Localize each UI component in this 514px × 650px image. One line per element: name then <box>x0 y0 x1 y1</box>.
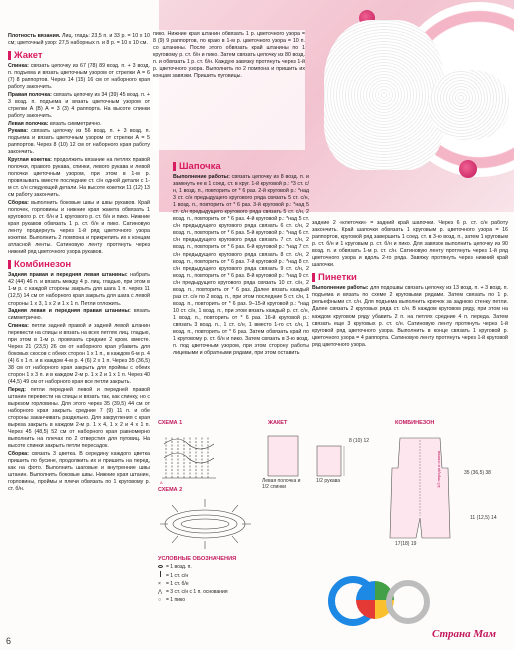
paragraph <box>173 174 309 357</box>
paragraph-label: Рукава: <box>8 128 28 135</box>
knitted-jacket-image <box>324 20 444 170</box>
paragraph-label: Спинка: <box>8 63 29 70</box>
overalls-dimension: 35 (36,5) 38 <box>464 470 491 476</box>
paragraph-text: петли передней левой и передней правой штанин перевести на спицы и вязать так, как спинку, но с вырезом горловины. Для этого через 35 (39,5) 44 см от наборного края закрыть средние 7 (9) 11 п. и обе стороны заканчивать раздельно. Для закругления с края выреза закрыть в каждом 2-м р. 1 х 4, 1 х 2 и 4 х 1 п. Через 45 (48,5) 52 см от наборного края равномерно выполнить на плечах по 2 отверстия для пуговиц. На высоте спинки закрыть петли пересадок. <box>8 386 150 450</box>
gauge-text: Лиц. гладь: 23,5 п. и 33 р. = 10 х 10 см; цветочный узор: 27,5 наборных п. и 8 р. = 10 х 10 см. <box>8 33 150 47</box>
paragraph: задние 2 «клеточки» = задний край шапочки. Через 6 р. ст. с/н работу закончить. Край шапочки обвязать 1 круговым р. цветочного узора = 16 раппортов, круговой ряд завершить 1 соед. ст. в 3-ю возд. п., затем 1 круговым р. ст. б/н и 1 круговым р. ст. б/н и пико. Для завязок выполнить цепочку из 90 возд. п. и обвязать 1-м р. ст. с/н. Сатиновую ленту протянуть через 1-й ряд цветочного узора и вдоль 2-го ряда. Завяжу протянуть через нижний край шапочки. <box>312 220 508 269</box>
toy-ring <box>386 580 430 624</box>
paragraph-label: Сборка: <box>8 199 29 206</box>
paragraph <box>8 272 150 307</box>
paragraph-label: Правая полочка: <box>8 91 52 98</box>
paragraph-text: связать цепочку из 34 (39) 45 возд. п. + 3 возд. п. подъема и вязать цветочным узором от стрелки A (B) A = 3 (3) 4 раппорта. На высоте спинки работу закончить. <box>8 91 150 120</box>
legend-text: = 3 ст. с/н с 1 п. основания <box>166 589 228 595</box>
paragraph <box>8 92 150 120</box>
legend-title: УСЛОВНЫЕ ОБОЗНАЧЕНИЯ <box>158 556 237 562</box>
legend-item <box>158 571 268 580</box>
dimension-value: (18) <box>400 541 410 547</box>
paragraph-label: Левая полочка: <box>8 120 49 127</box>
jacket-pattern-label: ЖАКЕТ <box>268 420 288 426</box>
scheme2-label: СХЕМА 2 <box>158 487 183 493</box>
column-middle <box>173 158 309 418</box>
paragraph <box>8 451 150 493</box>
section-title-jacket: Жакет <box>8 50 150 61</box>
scheme1-diagram <box>158 428 220 486</box>
paragraph-label: Выполнение работы: <box>312 285 369 292</box>
rose-decoration <box>459 160 477 178</box>
legend-item <box>158 596 268 604</box>
column-middle-top <box>153 31 305 149</box>
paragraph-label: Задняя левая и передняя правая штанины: <box>8 308 131 315</box>
legend-text: = 1 возд. п. <box>166 564 192 570</box>
chain-stitch-icon <box>158 565 163 568</box>
paragraph <box>8 128 150 156</box>
dimension-value: 19 <box>410 541 417 547</box>
paragraph-text: связать цепочку из 8 возд. п. и замкнуть ее в 1 соед. ст. в круг. 1-й круговой р.: *3 ст. с/н, 1 возд. п., повторить от * 6 раз. 2-й круговой р.: *над 3 ст. с/н предыдущего кругового ряда связать 5 ст. с/н, 1 возд. п., повторить от * 6 раз. 3-й круговой р.: *над 5 ст. с/н предыдущего кругового ряда связать 5 ст. с/н, 2 возд. п., повторить от * 6 раз. 4-й круговой р.: *над 5 ст. с/н предыдущего кругового ряда связать 6 ст. с/н, 2 возд. п., повторить от * 6 раз. 5-й круговой р.: *над 6 ст. с/н предыдущего кругового ряда связать 7 ст. с/н, 2 возд. п., повторить от * 6 раз. 6-й круговой р.: *над 7 ст. с/н предыдущего кругового ряда связать 8 ст. с/н, 2 возд. п., повторить от * 6 раз. 7-й круговой р.: *над 8 ст. с/н предыдущего кругового ряда связать 9 ст. с/н, 2 возд. п., повторить от * 6 раз. 8-й круговой р.: *над 9 ст. с/н предыдущего кругового ряда связать 10 ст. с/н, 2 возд. п., повторить от * 6 раз. Далее вязать каждый раз ст. с/н по 2 возд. п., при этом последние 5 ст. с/н, 1 возд. п., повторить от * 6 раз. 9–15-й круговой р.: *над 10 ст. с/н, 1 возд. п., при этом вязать каждый р. ст. с/н, 1 возд. п., повторить от * 6 раз. 16-й круговой р.: связать 3 возд. п., 1 ст. с/н, 1 вместо 1-го ст. с/н, 1 возд. п., повторить от * 6 раз. Затем обвязать край по 1 круговому р. ст. б/н и пико. Затем связать в 3-ю возд. п. под цветочным узором, при этом сторону работы лицевыми и обратными рядами, при этом оставить <box>173 174 309 357</box>
paragraph-label: Выполнение работы: <box>173 174 230 180</box>
dimension-value: 14 <box>491 515 497 521</box>
single-crochet-icon: × <box>158 581 161 587</box>
legend-text: = 1 пико <box>166 597 186 603</box>
column-right <box>312 220 508 396</box>
paragraph-label: Перед: <box>8 386 27 393</box>
sleeve-caption: 1/2 рукава <box>316 478 341 484</box>
gauge-paragraph <box>8 33 150 47</box>
dimension-value: 17 <box>395 541 401 547</box>
legend-item <box>158 588 268 596</box>
paragraph-text: связать цепочку из 56 возд. п. + 3 возд. п. подъема и вязать цветочным узором от стрелки A = 5 раппортов. Через 8 (10) 12 см от наборного края работу закончить. <box>8 128 150 156</box>
paragraph-text: выполнить боковые швы и швы рукавов. Край полочек, горловины и нижние края жакета обвязать 1 кругового р. ст. б/н и 1 кругового р. ст. б/н и пико. Нижние края рукавов обвязать 1 р. ст. б/н и пико. Сатиновую ленту продернуть через 1-й ряд цветочного узора кокетки. Выполнить 2 помпона и прикрепить их к концам атласной ленты. Сатиновую ленту протянуть через нижний ряд цветочного узора рукавов. <box>8 199 150 256</box>
paragraph-label: Круглая кокетка: <box>8 157 52 164</box>
paragraph <box>8 121 150 128</box>
paragraph-text: набрать 42 (44) 46 п. и вязать между 4 р. лиц. гладью, при этом в 1-м р. с каждой стороны закрыть для шага 1 п. через 11 (12,5) 14 см от наборного края закрыть для шага с левой стороны 1 х 3, 1 х 2 и 1 х 1 п. Петли отложить. <box>8 272 150 307</box>
svg-text:1/2 переда и спинки: 1/2 переда и спинки <box>436 450 441 488</box>
paragraph <box>8 308 150 322</box>
overalls-pattern-label: КОМБИНЕЗОН <box>395 420 435 426</box>
rattle-toy-image <box>328 566 438 650</box>
dimension-value: 11 <box>470 515 476 521</box>
paragraph <box>8 387 150 450</box>
paragraph <box>8 63 150 91</box>
paragraph-label: Сборка: <box>8 450 29 457</box>
paragraph-text: для подошвы связать цепочку из 13 возд. п. + 3 возд. п. подъема и вязать по схеме 2 круговыми рядами. Затем связать по 1 р. рельефными ст. с/н. Для подъема выполнить крючок за заднюю стенку петли. Далее связать 2 круговых ряда ст. с/н. В каждом круговом ряду, при этом на каждом круговом ряду убавить 2 п. на петлях средние 4 п. переда. Затем связать еще 3 круговых р. ст. с/н. Сатиновую ленту протянуть через 1-й круговой ряд цветочного узора. Выполнить в конце связать 1 круговой р. цветочного узора = 4 раппорта. Сатиновую ленту протянуть через 1-й круговой ряд цветочного узора. <box>312 285 508 348</box>
svg-text:A: A <box>160 480 163 485</box>
section-title-hat: Шапочка <box>173 161 309 172</box>
scheme2-diagram <box>158 495 253 553</box>
paragraph-text: связать 3 цветка. В середину каждого цветка пришить по бусине, продолжить их и пришить на перед, как на фото. Выполнить шаговые и внутренние швы штанин. Выполнить боковые швы. Нижние края штанин, горловины, проймы и плечи обвязать по 1 круговому р. ст. б/н. <box>8 450 150 493</box>
paragraph-text: связать цепочку из 67 (78) 89 возд. п. + 3 возд. п. подъема и вязать цветочным узором от стрелки A = 6 (7) 8 раппортов. Через 14 (15) 16 см от наборного края работу закончить. <box>8 63 150 91</box>
legend-text: = 1 ст. б/н <box>166 581 189 587</box>
paragraph-text: петли задней правой и задней левой штанин перевести на спицы и вязать на всех петлях лиц. гладью, при этом в 1-м р. провязать средние 2 кром. вместе. Через 21 (23,5) 26 см от наборного края убавить для боковых скосов с обеих сторон 1 х 1 п., в каждом 6-м р. 4 (4) 6 х 1 п. и в каждом 4-м р. 4 (6) 2 х 1 п. Через 35 (36,5) 38 см от наборного края закрыть для проймы с обеих сторон 1 х 3 п. и в каждом 2-м р. 1 х 2 и 1 х 1 п. Через 40 (44,5) 49 см от наборного края все петли закрыть. <box>8 322 150 386</box>
double-crochet-icon <box>160 571 161 577</box>
dimension-value: 12 <box>363 438 370 444</box>
paragraph-label: Задняя правая и передняя левая штанины: <box>8 272 128 279</box>
legend-item <box>158 580 268 588</box>
paragraph-text: продолжить вязание на петлях правой полочки, правого рукава, спинки, левого рукава и левой полочки цветочным узором, при этом в 1-м р. провязывать вместе последние ст. с/н одной детали с 1-м ст. с/н следующей детали. На высоте кокетки 11 (12) 13 см работу закончить. <box>8 157 150 199</box>
gauge-label: Плотность вязания. <box>8 33 61 39</box>
legend <box>158 563 268 604</box>
section-title-overalls: Комбинезон <box>8 259 150 270</box>
overalls-dimension <box>470 515 510 521</box>
paragraph: пико. Нижние края штанин обвязать 1 р. цветочного узора = 8 (9) 9 раппортов, по краю в 1-м р. цветочного узора = 10 п. со штанины. После этого обвязать край штанины по 1 круговому р. ст. б/н и пико. Затем связать цепочку из 80 возд. п. и обвязать 1 р. ст. б/н. Каждую завязку протянуть через 1-й р. цветочного узора. Выполнить по 2 помпона и пришить их концам завязки. Пришить пуговицы. <box>153 31 305 80</box>
column-left <box>8 33 150 641</box>
paragraph-label: Спинка: <box>8 322 29 329</box>
overalls-dimension <box>395 541 416 547</box>
paragraph-text: вязать симметрично. <box>48 120 102 127</box>
dimension-value: (12,5) <box>476 515 490 521</box>
jacket-caption: Левая полочка и 1/2 спинки <box>262 478 301 490</box>
knitted-bootie-image <box>429 70 509 140</box>
jacket-dimension <box>349 438 369 444</box>
dimension-value: (10) <box>353 438 363 444</box>
legend-text: = 1 ст. с/н <box>166 573 189 579</box>
section-title-booties: Пинетки <box>312 272 508 283</box>
paragraph <box>8 157 150 199</box>
paragraph <box>8 200 150 256</box>
scheme1-label: СХЕМА 1 <box>158 420 183 426</box>
paragraph <box>8 323 150 386</box>
legend-item <box>158 563 268 571</box>
paragraph <box>312 285 508 348</box>
paragraph-text: вязать симметрично. <box>8 308 150 322</box>
page-number: 6 <box>6 636 12 646</box>
site-watermark: Страна Мам <box>432 628 497 640</box>
picot-icon: ○ <box>158 597 162 603</box>
overalls-pattern-diagram <box>380 428 510 568</box>
cluster-icon: ⋀ <box>158 589 163 595</box>
dimension-value: 8 <box>349 438 352 444</box>
